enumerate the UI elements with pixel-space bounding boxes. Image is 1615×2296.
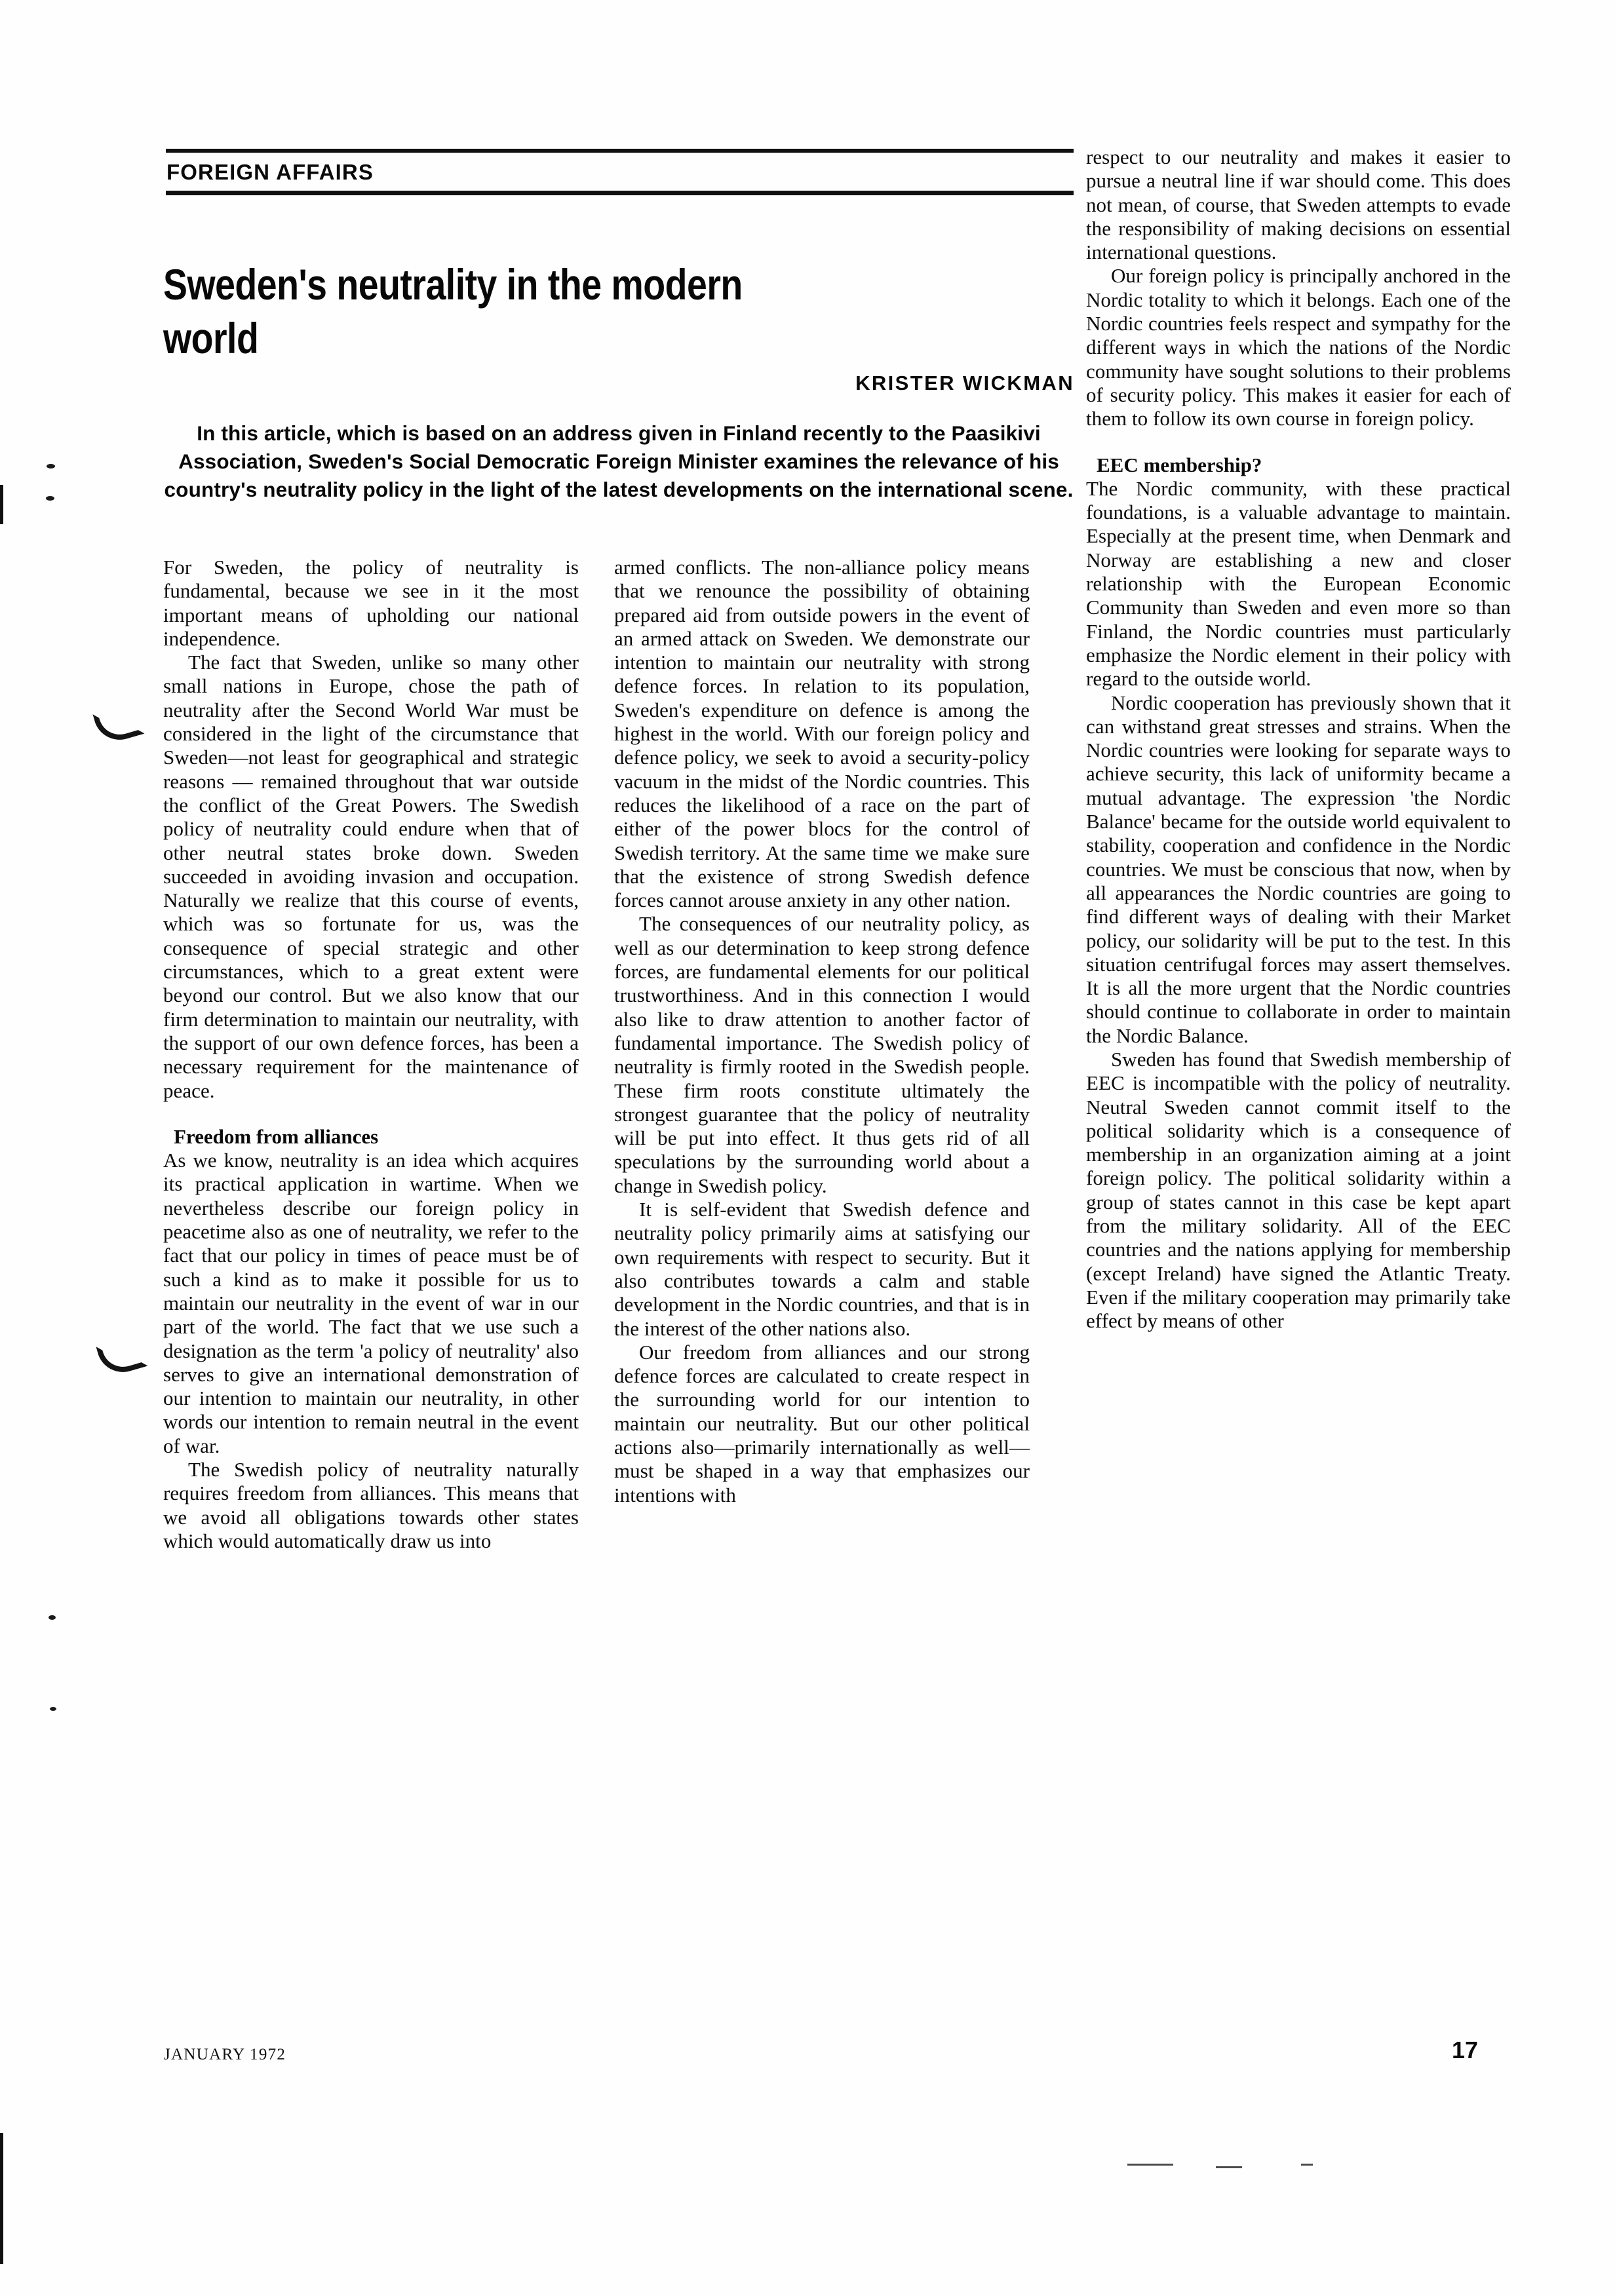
body-paragraph: As we know, neutrality is an idea which acquires its practical application in wartime. When we nevertheless describe our foreign policy in peacetime also as one of neutrality, we refer to the fact that our policy in times of peace must be of such a kind as to make it possible for us to maintain our neutrality in the event of war in our part of the world. The fact that we use such a designation as the term 'a policy of neutrality' also serves to give an international demonstration of our intention to maintain our neutrality, in other words our intention to remain neutral in the event of war. bbox=[163, 1149, 579, 1457]
scan-smudge bbox=[1301, 2164, 1313, 2166]
section-heading: EEC membership? bbox=[1097, 453, 1262, 476]
scan-smudge bbox=[1127, 2164, 1173, 2166]
body-paragraph: respect to our neutrality and makes it easier to pursue a neutral line if war should come. This does not mean, of course, that Sweden attempts to evade the responsibility of making decisions on essential international questions. bbox=[1086, 145, 1511, 264]
article-headline: Sweden's neutrality in the modern world bbox=[163, 260, 743, 363]
body-paragraph: Our foreign policy is principally anchored in the Nordic totality to which it belongs. Each one of the Nordic countries feels respect and sympathy for the different ways in which the nations of the Nordic community have sought solutions to their problems of security policy. This makes it easier for each of them to follow its own course in foreign policy. bbox=[1086, 264, 1511, 430]
scan-edge-bar bbox=[0, 485, 3, 524]
article-standfirst: In this article, which is based on an address given in Finland recently to the Paasikivi Association, Sweden's Social Democratic Foreign Minister examines the relevance of his country's neutrality policy in the light of the latest developments on the international scene. bbox=[164, 421, 1074, 502]
masthead bbox=[166, 149, 1074, 195]
scan-hook-mark bbox=[96, 1335, 147, 1379]
scan-speck bbox=[47, 464, 55, 469]
body-paragraph: Sweden has found that Swedish membership of EEC is incompatible with the policy of neutrality. Neutral Sweden cannot commit itself to the political solidarity which is a consequence of membership in an organization aiming at a joint foreign policy. The political solidarity within a group of states cannot in this case be kept apart from the military solidarity. All of the EEC countries and the nations applying for membership (except Ireland) have signed the Atlantic Treaty. Even if the military cooperation may primarily take effect by means of other bbox=[1086, 1047, 1511, 1333]
body-paragraph: The Nordic community, with these practical foundations, is a valuable advantage to maintain. Especially at the present time, when Denmark and Norway are establishing a new and closer relationship with the European Economic Community than Sweden and even more so than Finland, the Nordic countries must particularly emphasize the Nordic element in their policy with regard to the outside world. bbox=[1086, 476, 1511, 691]
scan-speck bbox=[50, 1707, 56, 1711]
body-paragraph: armed conflicts. The non-alliance policy means that we renounce the possibility of obtaining prepared aid from outside powers in the event of an armed attack on Sweden. We demonstrate our intention to maintain our neutrality with strong defence forces. In relation to its population, Sweden's expenditure on defence is among the highest in the world. With our foreign policy and defence policy, we seek to avoid a security-policy vacuum in the midst of the Nordic countries. This reduces the likelihood of a race on the part of either of the power blocs for the control of Swedish territory. At the same time we make sure that the existence of strong Swedish defence forces cannot arouse anxiety in any other nation. bbox=[614, 556, 1030, 912]
section-spacer bbox=[163, 1103, 579, 1125]
scan-edge-bar bbox=[0, 2133, 3, 2264]
body-paragraph: Our freedom from alliances and our strong defence forces are calculated to create respect in the surrounding world for our intention to maintain our neutrality. But our other political actions also—primarily internationally as well—must be shaped in a way that emphasizes our intentions with bbox=[614, 1340, 1030, 1506]
section-heading: Freedom from alliances bbox=[174, 1124, 379, 1148]
body-paragraph: The fact that Sweden, unlike so many other small nations in Europe, chose the path of neutrality after the Second World War must be considered in the light of the circumstance that Sweden—not least for geographical and strategic reasons — remained throughout that war outside the conflict of the Great Powers. The Swedish policy of neutrality could endure when that of other neutral states broke down. Sweden succeeded in avoiding invasion and occupation. Naturally we realize that this course of events, which was so fortunate for us, was the consequence of special strategic and other circumstances, which to a great extent were beyond our control. But we also know that our firm determination to maintain our neutrality, with the support of our own defence forces, has been a necessary requirement for the maintenance of peace. bbox=[163, 651, 579, 1102]
section-spacer bbox=[1086, 431, 1511, 453]
body-paragraph: The Swedish policy of neutrality naturally requires freedom from alliances. This means that we avoid all obligations towards other states which would automatically draw us into bbox=[163, 1457, 579, 1552]
article-byline: KRISTER WICKMAN bbox=[855, 372, 1074, 394]
body-column-2 bbox=[614, 556, 1030, 1997]
scan-speck bbox=[49, 1615, 56, 1620]
page-number: 17 bbox=[1452, 2037, 1479, 2063]
body-paragraph: It is self-evident that Swedish defence and neutrality policy primarily aims at satisfying our own requirements with respect to security. But it also contributes towards a calm and stable development in the Nordic countries, and that is in the interest of the other nations also. bbox=[614, 1198, 1030, 1340]
body-column-1 bbox=[163, 556, 579, 1997]
scan-speck bbox=[46, 496, 54, 501]
masthead-rule-bottom bbox=[166, 191, 1074, 195]
issue-date: JANUARY 1972 bbox=[164, 2046, 286, 2063]
body-paragraph: Nordic cooperation has previously shown that it can withstand great stresses and strains. When the Nordic countries were looking for separate ways to achieve security, this lack of uniformity became a mutual advantage. The expression 'the Nordic Balance' became for the outside world equivalent to stability, cooperation and confidence in the Nordic countries. We must be conscious that now, when by all appearances the Nordic countries are going to find different ways of dealing with their Market policy, our solidarity will be put to the test. In this situation centrifugal forces may assert themselves. It is all the more urgent that the Nordic countries should continue to collaborate in order to maintain the Nordic Balance. bbox=[1086, 691, 1511, 1047]
body-paragraph: The consequences of our neutrality policy, as well as our determination to keep strong defence forces, are fundamental elements for our political trustworthiness. And in this connection I would also like to draw attention to another factor of fundamental importance. The Swedish policy of neutrality is firmly rooted in the Swedish people. These firm roots constitute ultimately the strongest guarantee that the policy of neutrality will be put into effect. It thus gets rid of all speculations by the surrounding world about a change in Swedish policy. bbox=[614, 912, 1030, 1197]
body-column-3 bbox=[1086, 145, 1511, 1333]
body-paragraph: For Sweden, the policy of neutrality is fundamental, because we see in it the most important means of upholding our national independence. bbox=[163, 556, 579, 650]
scan-smudge bbox=[1216, 2166, 1242, 2168]
section-label: FOREIGN AFFAIRS bbox=[166, 160, 374, 184]
scan-hook-mark bbox=[92, 702, 144, 746]
